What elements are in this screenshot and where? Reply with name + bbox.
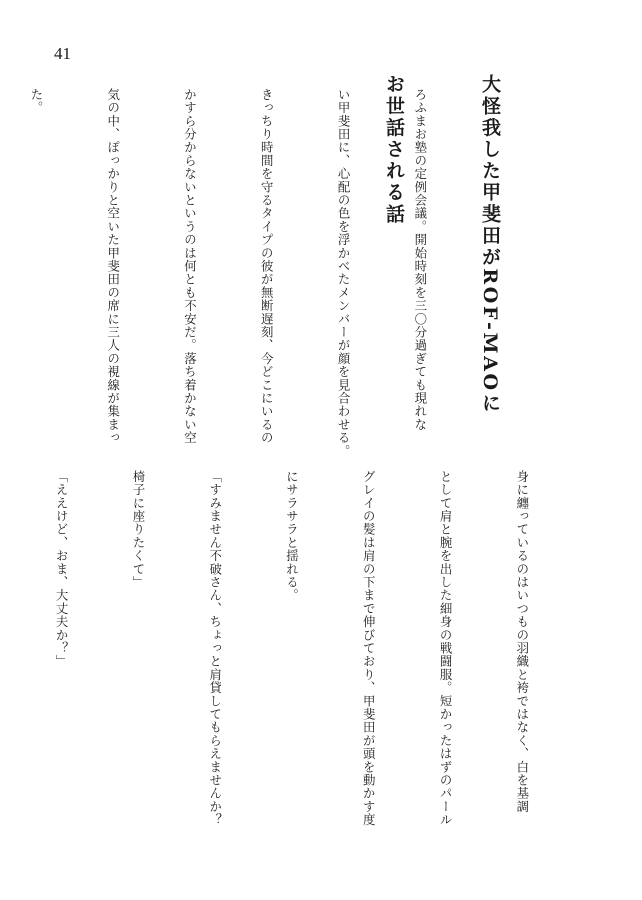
lower-text-block (0, 470, 586, 850)
text-line: た。 (28, 88, 44, 115)
text-line: 身に纏っているのはいつもの羽織と袴ではなく、白を基調 (514, 470, 530, 814)
text-line: かすら分からないというのは何とも不安だ。落ち着かない空 (182, 88, 198, 445)
dialogue-line: 「ええけど、おま、大丈夫か？」 (54, 470, 70, 668)
chapter-title-line-1: 大怪我した甲斐田がROF‐MAOに (479, 74, 501, 415)
chapter-title-line-2: お世話される話 (383, 74, 405, 226)
text-line: ろふまお塾の定例会議。開始時刻を三〇分過ぎても現れな (412, 88, 428, 432)
text-line: きっちり時間を守るタイプの彼が無断遅刻、今どこにいるの (259, 88, 275, 445)
text-line: い甲斐田に、心配の色を浮かべたメンバーが顔を見合わせる。 (336, 88, 352, 458)
text-line: グレイの髪は肩の下まで伸びており、甲斐田が頭を動かす度 (361, 470, 377, 827)
text-line: 気の中、ぽっかりと空いた甲斐田の席に三人の視線が集まっ (105, 88, 121, 445)
upper-text-block (0, 88, 484, 468)
text-line: にサラサラと揺れる。 (284, 470, 300, 602)
text-line: として肩と腕を出した細身の戦闘服。短かったはずのパール (438, 470, 454, 827)
dialogue-line: 椅子に座りたくて」 (130, 470, 146, 589)
dialogue-line: 「すみません不破さん、ちょっと肩貸してもらえませんか？ (207, 470, 223, 827)
page-number: 41 (54, 44, 71, 63)
